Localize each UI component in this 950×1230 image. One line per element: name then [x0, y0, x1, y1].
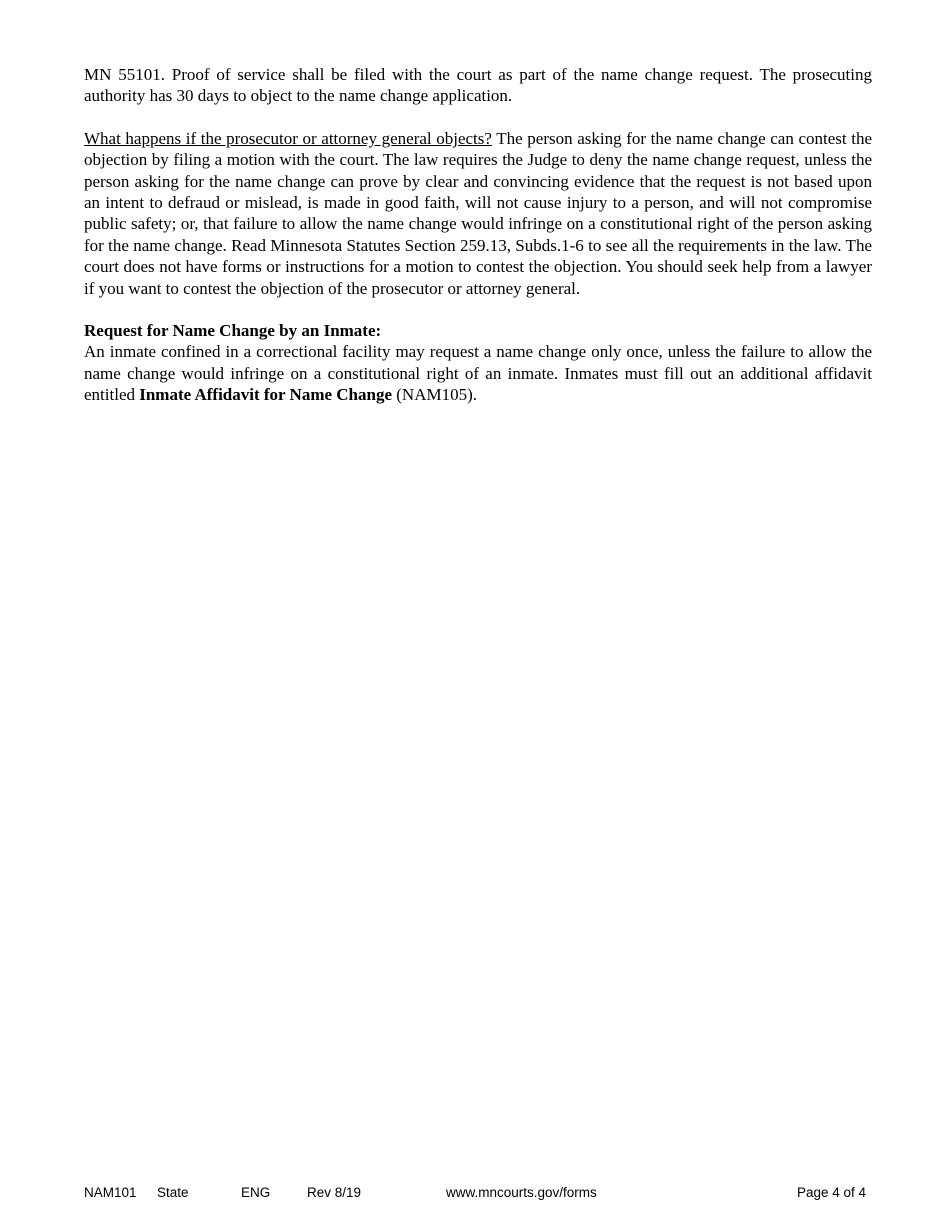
inmate-section	[84, 320, 872, 406]
footer-form-code: NAM101	[84, 1185, 137, 1200]
footer-language: ENG	[241, 1185, 271, 1200]
inmate-paragraph	[84, 341, 872, 405]
footer-jurisdiction: State	[157, 1185, 189, 1200]
document-body	[84, 64, 872, 406]
objection-paragraph	[84, 128, 872, 299]
inmate-section-heading: Request for Name Change by an Inmate:	[84, 321, 382, 341]
inmate-text-after: (NAM105).	[392, 385, 478, 405]
objection-question: What happens if the prosecutor or attorney general objects?	[84, 128, 492, 148]
intro-paragraph: MN 55101. Proof of service shall be filed with the court as part of the name change request. The prosecuting authority has 30 days to object to the name change application.	[84, 65, 872, 106]
footer-revision: Rev 8/19	[307, 1185, 362, 1200]
inmate-text-before: An inmate confined in a correctional facility may request a name change only once, unless the failure to allow the name change would infringe on a constitutional right of an inmate. Inmates must fill out an additional affidavit entitled	[84, 342, 872, 405]
footer-page-number: Page 4 of 4	[796, 1185, 866, 1200]
page-footer	[84, 1185, 866, 1201]
objection-answer: The person asking for the name change can contest the objection by filing a motion with the court. The law requires the Judge to deny the name change request, unless the person asking for the name change can prove by clear and convincing evidence that the request is not based upon an intent to defraud or mislead, is made in good faith, will not cause injury to a person, and will not compromise public safety; or, that failure to allow the name change would infringe on a constitutional right of the person asking for the name change. Read Minnesota Statutes Section 259.13, Subds.1-6 to see all the requirements in the law. The court does not have forms or instructions for a motion to contest the objection. You should seek help from a lawyer if you want to contest the objection of the prosecutor or attorney general.	[84, 128, 872, 298]
inmate-form-title: Inmate Affidavit for Name Change	[139, 385, 393, 405]
footer-url: www.mncourts.gov/forms	[446, 1185, 597, 1200]
